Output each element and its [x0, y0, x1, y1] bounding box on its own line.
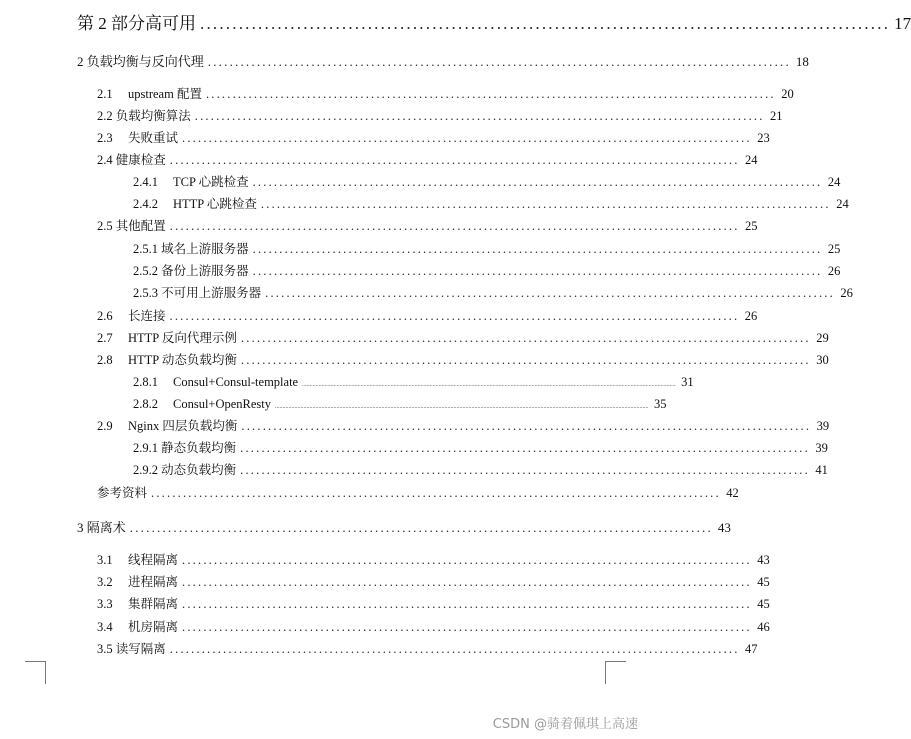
toc-entry[interactable]: [97, 108, 783, 124]
toc-page-number: 45: [757, 597, 770, 611]
toc-page-number: 17: [894, 14, 911, 33]
toc-entry-text: 2.5.1 域名上游服务器: [133, 242, 249, 256]
toc-entry[interactable]: [133, 196, 849, 212]
toc-entry-text: HTTP 反向代理示例: [128, 331, 237, 345]
dot-leader: ...........................................................................................................: [252, 242, 823, 256]
toc-entry-number: 3.3: [97, 597, 113, 611]
toc-entry[interactable]: [97, 485, 739, 501]
toc-entry[interactable]: [77, 520, 731, 536]
toc-entry-number: 2.7: [97, 331, 113, 345]
toc-entry-text: HTTP 动态负载均衡: [128, 353, 237, 367]
toc-entry-text: 进程隔离: [128, 575, 179, 589]
toc-entry-text: Consul+Consul-template: [173, 375, 299, 389]
toc-entry[interactable]: [133, 374, 694, 390]
toc-entry[interactable]: [133, 462, 828, 478]
toc-entry-text: 失败重试: [128, 131, 179, 145]
dot-leader: ...........................................................................................................: [252, 264, 823, 278]
toc-entry-text: 长连接: [128, 309, 166, 323]
dot-leader: ...........................................................................................................: [241, 419, 812, 433]
toc-page-number: 29: [816, 331, 829, 345]
dot-leader: ...........................................................................................................: [169, 153, 740, 167]
toc-entry-text: 2.9.1 静态负载均衡: [133, 441, 237, 455]
toc-page-number: 25: [827, 242, 841, 256]
toc-page-number: 23: [757, 131, 770, 145]
toc-entry-number: 2.1: [97, 87, 113, 101]
toc-page-number: 26: [744, 309, 758, 323]
toc-page-number: 42: [726, 486, 739, 500]
dot-leader: .........................................................................................................................................................................................................................................................: [275, 404, 649, 410]
toc-entry-text: 3.5 读写隔离: [97, 642, 166, 656]
toc-entry-text: 2 负载均衡与反向代理: [77, 54, 204, 69]
toc-page-number: 45: [757, 575, 770, 589]
toc-page-number: 26: [840, 286, 853, 300]
toc-entry-number: 2.6: [97, 309, 113, 323]
toc-entry[interactable]: [133, 285, 853, 301]
toc-entry-text: TCP 心跳检查: [173, 175, 249, 189]
toc-page-number: 46: [757, 620, 770, 634]
toc-entry-number: 2.8.1: [133, 375, 158, 389]
dot-leader: ...........................................................................................................: [182, 553, 752, 567]
dot-leader: ...........................................................................................................: [182, 620, 752, 634]
dot-leader: ...........................................................................................................: [169, 642, 740, 656]
dot-leader: ...........................................................................................................: [240, 441, 810, 455]
toc-entry[interactable]: [97, 552, 770, 568]
toc-entry-text: 参考资料: [97, 486, 148, 500]
dot-leader: ...........................................................................................................: [182, 597, 752, 611]
dot-leader: ...........................................................................................................: [240, 463, 810, 477]
dot-leader: ...........................................................................................................: [169, 219, 740, 233]
toc-entry[interactable]: [133, 440, 828, 456]
toc-page-number: 35: [654, 397, 667, 411]
toc-entry[interactable]: [133, 241, 841, 257]
toc-entry-number: 2.3: [97, 131, 113, 145]
dot-leader: ...........................................................................................................: [252, 175, 823, 189]
dot-leader: ...........................................................................................................: [207, 54, 791, 69]
dot-leader: ...........................................................................................................: [151, 486, 721, 500]
dot-leader: ...........................................................................................................: [194, 109, 765, 123]
dot-leader: ...........................................................................................................: [182, 131, 752, 145]
toc-entry[interactable]: [133, 174, 841, 190]
dot-leader: ...........................................................................................................: [129, 520, 713, 535]
toc-entry[interactable]: [97, 218, 758, 234]
toc-page-number: 24: [745, 153, 758, 167]
toc-entry-text: 2.4 健康检查: [97, 153, 166, 167]
toc-page-number: 25: [745, 219, 758, 233]
watermark: CSDN @骑着佩琪上高速: [492, 717, 638, 732]
toc-entry[interactable]: [97, 352, 829, 368]
toc-page-number: 26: [827, 264, 841, 278]
toc-entry[interactable]: [133, 396, 667, 412]
toc-entry[interactable]: [97, 418, 830, 434]
toc-entry-text: Nginx 四层负载均衡: [128, 419, 238, 433]
toc-entry[interactable]: [97, 86, 794, 102]
toc-entry[interactable]: [97, 130, 770, 146]
toc-entry-number: 3.4: [97, 620, 113, 634]
toc-entry-text: 3 隔离术: [77, 520, 126, 535]
toc-entry-number: 2.4.1: [133, 175, 158, 189]
toc-entry-text: 2.5.2 备份上游服务器: [133, 264, 249, 278]
toc-entry[interactable]: [97, 330, 829, 346]
toc-page-number: 21: [770, 109, 783, 123]
toc-entry[interactable]: [77, 13, 911, 35]
toc-entry-number: 2.9: [97, 419, 113, 433]
toc-page-number: 20: [781, 87, 794, 101]
toc-page-number: 24: [827, 175, 841, 189]
toc-page-number: 43: [757, 553, 770, 567]
toc-page-number: 24: [836, 197, 849, 211]
toc-entry[interactable]: [97, 641, 758, 657]
toc-entry-number: 3.2: [97, 575, 113, 589]
toc-entry-text: 机房隔离: [128, 620, 179, 634]
toc-entry-text: 2.5.3 不可用上游服务器: [133, 286, 262, 300]
toc-entry-number: 2.8.2: [133, 397, 158, 411]
toc-page-number: 39: [816, 419, 830, 433]
toc-entry-text: upstream 配置: [128, 87, 202, 101]
toc-entry-number: 3.1: [97, 553, 113, 567]
toc-page-number: 30: [816, 353, 829, 367]
toc-entry-text: 2.2 负载均衡算法: [97, 109, 191, 123]
toc-entry[interactable]: [97, 574, 770, 590]
page-corner-mark-right: [605, 661, 626, 684]
toc-page-number: 39: [815, 441, 828, 455]
toc-entry-text: 2.5 其他配置: [97, 219, 166, 233]
dot-leader: ...........................................................................................................: [240, 331, 811, 345]
toc-entry[interactable]: [97, 619, 770, 635]
dot-leader: .........................................................................................................................................................................................................................................................: [302, 382, 676, 388]
toc-page-number: 18: [795, 54, 809, 69]
toc-entry-number: 2.8: [97, 353, 113, 367]
toc-entry-text: Consul+OpenResty: [173, 397, 272, 411]
toc-entry-text: 线程隔离: [128, 553, 179, 567]
toc-entry[interactable]: [97, 596, 770, 612]
toc-entry-text: HTTP 心跳检查: [173, 197, 257, 211]
toc-entry-text: 2.9.2 动态负载均衡: [133, 463, 237, 477]
toc-entry-number: 2.4.2: [133, 197, 158, 211]
dot-leader: ...........................................................................................................: [200, 14, 891, 33]
dot-leader: ...........................................................................................................: [169, 309, 740, 323]
toc-entry[interactable]: [77, 54, 809, 70]
toc-page-number: 41: [815, 463, 828, 477]
dot-leader: ...........................................................................................................: [260, 197, 831, 211]
toc-page-number: 31: [681, 375, 694, 389]
toc-entry-text: 集群隔离: [128, 597, 179, 611]
page-corner-mark-left: [25, 661, 46, 684]
toc-page-number: 47: [745, 642, 758, 656]
toc-entry[interactable]: [97, 152, 758, 168]
dot-leader: ...........................................................................................................: [265, 286, 835, 300]
dot-leader: ...........................................................................................................: [240, 353, 811, 367]
toc-entry[interactable]: [133, 263, 841, 279]
toc-entry-text: 第 2 部分高可用: [77, 14, 196, 33]
dot-leader: ...........................................................................................................: [205, 87, 776, 101]
toc-entry[interactable]: [97, 308, 758, 324]
toc-page-number: 43: [717, 520, 731, 535]
dot-leader: ...........................................................................................................: [182, 575, 752, 589]
